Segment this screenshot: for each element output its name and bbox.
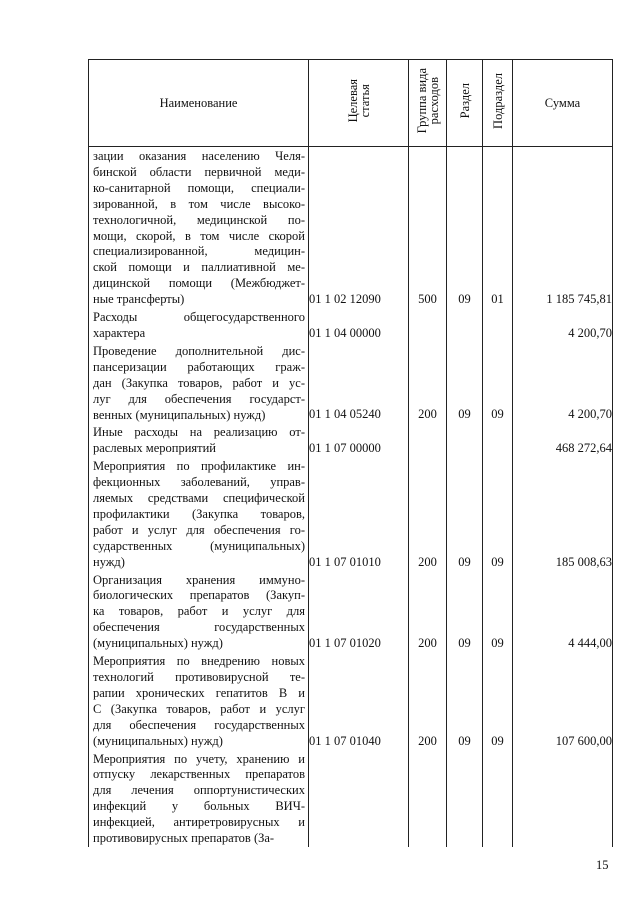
row-expense-group-value bbox=[409, 423, 446, 441]
row-sum bbox=[513, 147, 613, 309]
row-name bbox=[89, 750, 309, 847]
row-name-line: для обеспечения государственных bbox=[93, 717, 305, 732]
row-subsection-value: 09 bbox=[491, 636, 504, 651]
row-target-article bbox=[309, 147, 409, 309]
row-sum bbox=[513, 342, 613, 424]
row-target-article bbox=[309, 652, 409, 749]
row-target-article-value: 01 1 04 05240 bbox=[309, 407, 381, 422]
header-sum: Сумма bbox=[513, 60, 613, 147]
row-name-line: отпуску лекарственных препаратов bbox=[93, 767, 305, 782]
row-name bbox=[89, 147, 309, 309]
row-name-line: работ и услуг для обеспечения го- bbox=[93, 522, 305, 537]
row-expense-group-value bbox=[409, 750, 446, 832]
row-name-line: Проведение дополнительной дис- bbox=[93, 343, 305, 358]
page-number: 15 bbox=[596, 858, 609, 872]
row-subsection-value: 01 bbox=[491, 292, 504, 307]
row-name-line: Иные расходы на реализацию от- bbox=[93, 425, 305, 440]
budget-table bbox=[88, 59, 613, 847]
row-name bbox=[89, 308, 309, 342]
row-name-line: С (Закупка товаров, работ и услуг bbox=[93, 701, 305, 716]
row-section bbox=[447, 308, 483, 342]
row-name-line: Мероприятия по профилактике ин- bbox=[93, 459, 305, 474]
row-expense-group-value: 200 bbox=[418, 733, 437, 748]
table-row bbox=[89, 571, 613, 653]
row-name bbox=[89, 571, 309, 653]
row-subsection bbox=[483, 652, 513, 749]
row-sum-value: 468 272,64 bbox=[555, 441, 612, 456]
row-name-line: фекционных заболеваний, управ- bbox=[93, 475, 305, 490]
row-sum bbox=[513, 457, 613, 570]
row-target-article bbox=[309, 308, 409, 342]
row-sum-value bbox=[513, 750, 612, 832]
row-name-line: мощи, скорой, в том числе скорой bbox=[93, 228, 305, 243]
row-name-line: дан (Закупка товаров, работ и ус- bbox=[93, 375, 305, 390]
row-sum bbox=[513, 750, 613, 847]
header-section: Раздел bbox=[447, 60, 483, 147]
row-expense-group-value bbox=[409, 308, 446, 326]
row-name-line: инфекций у больных ВИЧ- bbox=[93, 799, 305, 814]
table-row bbox=[89, 342, 613, 424]
row-name-line: бинской области первичной меди- bbox=[93, 164, 305, 179]
row-sum-value: 4 444,00 bbox=[568, 636, 612, 651]
row-name-line: Мероприятия по учету, хранению и bbox=[93, 751, 305, 766]
row-sum bbox=[513, 652, 613, 749]
row-subsection bbox=[483, 571, 513, 653]
row-section bbox=[447, 652, 483, 749]
row-target-article bbox=[309, 571, 409, 653]
header-subsection: Подраздел bbox=[483, 60, 513, 147]
row-subsection-value: 09 bbox=[491, 407, 504, 422]
row-name-line: инфекцией, антиретровирусных и bbox=[93, 815, 305, 830]
row-name-line: дицинской помощи (Межбюджет- bbox=[93, 276, 305, 291]
row-name-line: зации оказания населению Челя- bbox=[93, 149, 305, 163]
row-name-line: раслевых мероприятий bbox=[93, 441, 216, 456]
row-target-article-value: 01 1 07 00000 bbox=[309, 441, 381, 456]
row-sum-value: 1 185 745,81 bbox=[546, 292, 612, 307]
row-sum-value: 185 008,63 bbox=[555, 554, 612, 569]
row-sum-value: 107 600,00 bbox=[555, 733, 612, 748]
row-subsection bbox=[483, 147, 513, 309]
row-sum bbox=[513, 571, 613, 653]
row-name-line: Расходы общегосударственного bbox=[93, 310, 305, 325]
row-target-article-value: 01 1 07 01010 bbox=[309, 554, 381, 569]
row-expense-group bbox=[409, 308, 447, 342]
row-subsection-value: 09 bbox=[491, 733, 504, 748]
row-name-line: рапии хронических гепатитов В и bbox=[93, 685, 305, 700]
row-target-article bbox=[309, 423, 409, 457]
row-name-line: технологий противовирусной те- bbox=[93, 670, 305, 684]
row-expense-group-value: 200 bbox=[418, 636, 437, 651]
row-subsection bbox=[483, 750, 513, 847]
row-section bbox=[447, 147, 483, 309]
row-section-value: 09 bbox=[458, 554, 471, 569]
row-expense-group bbox=[409, 571, 447, 653]
header-expense-group: Группа вида расходов bbox=[409, 60, 447, 147]
row-target-article-value: 01 1 07 01020 bbox=[309, 636, 381, 651]
table-row bbox=[89, 147, 613, 309]
row-subsection-value bbox=[483, 308, 512, 326]
row-section-value bbox=[447, 750, 482, 832]
row-section-value: 09 bbox=[458, 636, 471, 651]
row-expense-group bbox=[409, 652, 447, 749]
table-row bbox=[89, 457, 613, 570]
row-name-line: характера bbox=[93, 325, 146, 340]
row-name-line: луг для обеспечения государст- bbox=[93, 391, 305, 406]
row-sum-value: 4 200,70 bbox=[568, 407, 612, 422]
row-target-article bbox=[309, 342, 409, 424]
row-target-article-value: 01 1 02 12090 bbox=[309, 292, 381, 307]
row-name-line: ные трансферты) bbox=[93, 292, 185, 307]
row-name-line: зированной, в том числе высоко- bbox=[93, 196, 305, 211]
row-sum bbox=[513, 308, 613, 342]
table-row bbox=[89, 308, 613, 342]
row-section bbox=[447, 571, 483, 653]
row-name-line: Организация хранения иммуно- bbox=[93, 572, 305, 587]
row-name-line: технологичной, медицинской по- bbox=[93, 212, 305, 227]
table-body bbox=[89, 147, 613, 847]
row-name-line: ко-санитарной помощи, специали- bbox=[93, 180, 305, 195]
row-target-article bbox=[309, 457, 409, 570]
row-name-line: сударственных (муниципальных) bbox=[93, 538, 305, 553]
row-section bbox=[447, 457, 483, 570]
row-name-line: профилактики (Закупка товаров, bbox=[93, 506, 305, 521]
row-name-line: противовирусных препаратов (За- bbox=[93, 831, 275, 846]
table-row bbox=[89, 750, 613, 847]
row-subsection bbox=[483, 423, 513, 457]
row-name-line: для лечения оппортунистических bbox=[93, 783, 305, 798]
row-section-value bbox=[447, 308, 482, 326]
row-target-article bbox=[309, 750, 409, 847]
row-section bbox=[447, 342, 483, 424]
row-name bbox=[89, 457, 309, 570]
row-name-line: (муниципальных) нужд) bbox=[93, 636, 223, 651]
row-name-line: Мероприятия по внедрению новых bbox=[93, 654, 305, 669]
row-name-line: нужд) bbox=[93, 554, 125, 569]
table-row bbox=[89, 652, 613, 749]
row-subsection-value bbox=[483, 750, 512, 832]
row-section bbox=[447, 423, 483, 457]
row-name bbox=[89, 652, 309, 749]
row-name-line: специализированной, медицин- bbox=[93, 244, 305, 259]
row-sum bbox=[513, 423, 613, 457]
header-target-article: Целевая статья bbox=[309, 60, 409, 147]
row-target-article-value: 01 1 07 01040 bbox=[309, 733, 381, 748]
row-expense-group bbox=[409, 457, 447, 570]
row-expense-group-value: 500 bbox=[418, 292, 437, 307]
row-name-line: пансеризации работающих граж- bbox=[93, 359, 305, 374]
row-name-line: ляемых средствами специфической bbox=[93, 491, 305, 506]
row-subsection-value bbox=[483, 423, 512, 441]
header-name: Наименование bbox=[89, 60, 309, 147]
row-name-line: венных (муниципальных) нужд) bbox=[93, 407, 266, 422]
row-name-line: биологических препаратов (Закуп- bbox=[93, 588, 305, 603]
row-name bbox=[89, 342, 309, 424]
row-section-value: 09 bbox=[458, 407, 471, 422]
row-section-value bbox=[447, 423, 482, 441]
row-expense-group-value: 200 bbox=[418, 554, 437, 569]
row-subsection-value: 09 bbox=[491, 554, 504, 569]
row-name-line: ка товаров, работ и услуг для bbox=[93, 604, 305, 619]
row-expense-group bbox=[409, 342, 447, 424]
row-name-line: (муниципальных) нужд) bbox=[93, 733, 223, 748]
row-section bbox=[447, 750, 483, 847]
row-sum-value: 4 200,70 bbox=[568, 325, 612, 340]
row-name-line: обеспечения государственных bbox=[93, 620, 305, 635]
row-name bbox=[89, 423, 309, 457]
row-subsection bbox=[483, 457, 513, 570]
row-expense-group bbox=[409, 147, 447, 309]
row-subsection bbox=[483, 342, 513, 424]
row-subsection bbox=[483, 308, 513, 342]
table-row bbox=[89, 423, 613, 457]
row-name-line: ской помощи и паллиативной ме- bbox=[93, 260, 305, 275]
row-expense-group bbox=[409, 750, 447, 847]
row-section-value: 09 bbox=[458, 292, 471, 307]
row-target-article-value bbox=[309, 750, 408, 832]
row-expense-group-value: 200 bbox=[418, 407, 437, 422]
table-header-row bbox=[89, 60, 613, 147]
row-section-value: 09 bbox=[458, 733, 471, 748]
row-target-article-value: 01 1 04 00000 bbox=[309, 325, 381, 340]
row-expense-group bbox=[409, 423, 447, 457]
